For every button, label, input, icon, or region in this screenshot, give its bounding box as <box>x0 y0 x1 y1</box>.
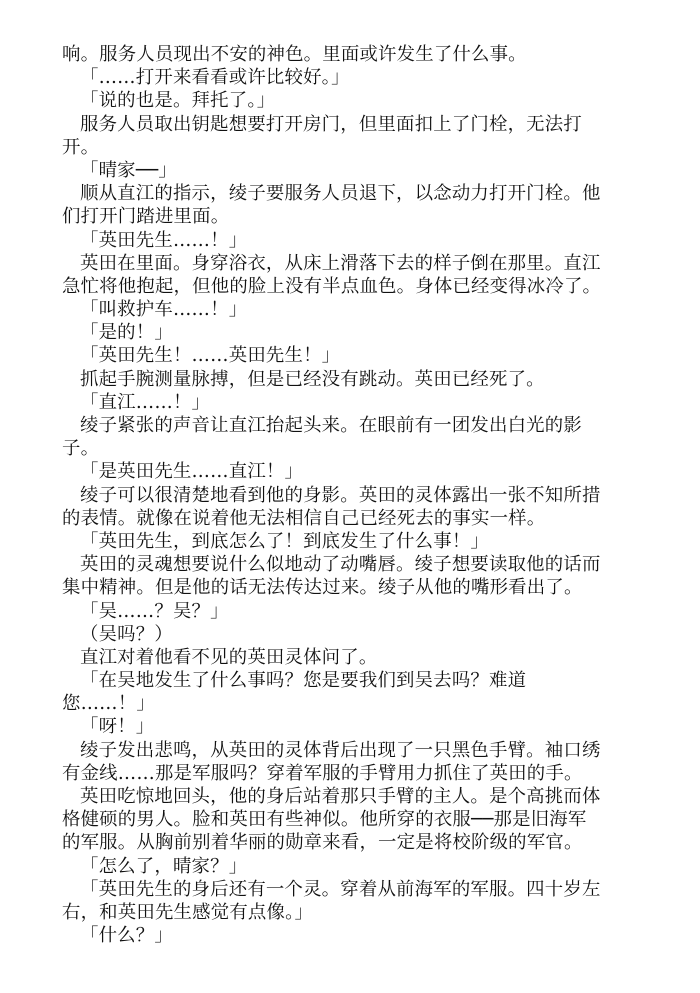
text-line: 「呀！」 <box>80 716 155 738</box>
text-line: 「是的！」 <box>80 322 173 344</box>
text-line: 「叫救护车……！」 <box>80 299 248 321</box>
text-line: 「是英田先生……直江！」 <box>80 461 304 483</box>
text-line: 「什么？」 <box>80 925 173 947</box>
text-line: 右，和英田先生感觉有点像。」 <box>62 901 314 923</box>
text-line: 「晴家──」 <box>80 159 177 181</box>
text-line: （吴吗？） <box>80 623 173 645</box>
text-line: 的军服。从胸前别着华丽的勋章来看，一定是将校阶级的军官。 <box>62 832 583 854</box>
text-line: 「直江……！」 <box>80 391 211 413</box>
text-line: 「英田先生……！」 <box>80 229 248 251</box>
text-line: 英田的灵魂想要说什么似地动了动嘴唇。绫子想要读取他的话而 <box>80 554 601 576</box>
text-line: 英田吃惊地回头，他的身后站着那只手臂的主人。是个高挑而体 <box>80 786 601 807</box>
text-line: 「怎么了，晴家？」 <box>80 855 248 877</box>
document-body <box>62 43 637 947</box>
text-line: 绫子可以很清楚地看到他的身影。英田的灵体露出一张不知所措 <box>80 484 601 506</box>
text-line: 「吴……？吴？」 <box>80 600 229 622</box>
text-line: 顺从直江的指示，绫子要服务人员退下，以念动力打开门栓。他 <box>80 183 601 205</box>
text-line: 有金线……那是军服吗？穿着军服的手臂用力抓住了英田的手。 <box>62 762 583 784</box>
text-line: 「英田先生，到底怎么了！到底发生了什么事！」 <box>80 530 489 552</box>
text-line: 英田在里面。身穿浴衣，从床上滑落下去的样子倒在那里。直江 <box>80 252 601 274</box>
text-line: 集中精神。但是他的话无法传达过来。绫子从他的嘴形看出了。 <box>62 577 583 599</box>
text-line: 「英田先生的身后还有一个灵。穿着从前海军的军服。四十岁左 <box>80 878 601 900</box>
text-line: 「说的也是。拜托了。」 <box>80 90 276 112</box>
text-line: 急忙将他抱起，但他的脸上没有半点血色。身体已经变得冰冷了。 <box>62 275 602 297</box>
text-line: 「英田先生！……英田先生！」 <box>80 345 341 367</box>
text-line: 「在吴地发生了什么事吗？您是要我们到吴去吗？难道 <box>80 670 527 692</box>
text-line: 绫子紧张的声音让直江抬起头来。在眼前有一团发出白光的影 <box>80 415 582 436</box>
text-line: 开。 <box>62 136 100 158</box>
text-line: 们打开门踏进里面。 <box>62 206 230 228</box>
text-line: 绫子发出悲鸣，从英田的灵体背后出现了一只黑色手臂。袖口绣 <box>80 739 601 761</box>
text-line: 的表情。就像在说着他无法相信自己已经死去的事实一样。 <box>62 507 546 529</box>
text-line: 「……打开来看看或许比较好。」 <box>80 67 350 89</box>
text-line: 服务人员取出钥匙想要打开房门，但里面扣上了门栓，无法打 <box>80 113 582 135</box>
text-line: 直江对着他看不见的英田灵体问了。 <box>80 646 378 668</box>
text-line: 响。服务人员现出不安的神色。里面或许发生了什么事。 <box>62 44 527 65</box>
text-line: 格健硕的男人。脸和英田有些神似。他所穿的衣服──那是旧海军 <box>62 809 587 831</box>
text-line: 抓起手腕测量脉搏，但是已经没有跳动。英田已经死了。 <box>80 368 545 390</box>
text-line: 您……！」 <box>62 693 155 715</box>
text-line: 子。 <box>62 438 100 460</box>
